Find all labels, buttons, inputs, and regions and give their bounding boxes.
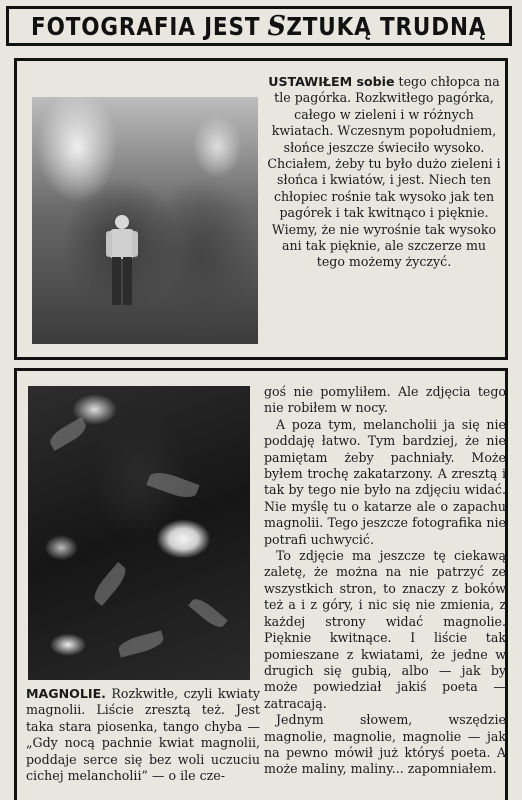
magnolia-column-text (264, 384, 506, 778)
leaf-shape (117, 630, 166, 657)
magnolia-paragraph-4: Jednym słowem, wszędzie magnolie, magnolie, magnolie — jak na pewno mówił już któryś poeta. A może maliny, maliny... zapomniałem. (264, 712, 506, 777)
magnolia-caption-body: Rozkwitłe, czyli kwiaty magnolii. Liście zresztą też. Jest taka stara piosenka, tango chyba — „Gdy nocą pachnie kwiat magnolii, poddaje serce się bez woli uczuciu cichej melancholii” — o ile cze- (26, 686, 260, 784)
page-title (31, 11, 486, 42)
article-boy-text (266, 74, 502, 271)
header-box (6, 6, 512, 46)
article-boy-body: tego chłopca na tle pagórka. Rozkwitłego pagórka, całego w zieleni i w różnych kwiatach. Wczesnym popołudniem, słońce jeszcze świeciło wysoko. Chciałem, żeby tu było dużo zieleni i słońca i kwiatów, i jest. Niech ten chłopiec rośnie tak wysoko jak ten pagórek i tak kwitnąco i pięknie. Wiemy, że nie wyrośnie tak wysoko ani tak pięknie, ale szczerze mu tego możemy życzyć. (267, 74, 501, 270)
title-part-2: ZTUKĄ TRUDNĄ (286, 11, 487, 41)
magnolia-lead: MAGNOLIE. (26, 686, 106, 701)
leaf-shape (146, 468, 199, 502)
leaf-shape (47, 417, 90, 451)
magnolia-paragraph-2: A poza tym, melancholii ja się nie poddaję łatwo. Tym bardziej, że nie pamiętam żeby pachniały. Może byłem trochę zakatarzony. A zresztą i tak by tego nie było na zdjęciu widać. Nie myślę tu o katarze ale o zapachu magnolii. Tego jeszcze fotografika nie potrafi uchwycić. (264, 416, 506, 547)
magnolia-caption (26, 686, 260, 784)
leaf-shape (90, 562, 131, 606)
title-part-1: FOTOGRAFIA JEST (31, 11, 270, 41)
title-logo-s: S (268, 10, 288, 42)
boy-figure-icon (104, 213, 140, 309)
magnolia-paragraph-3: To zdjęcie ma jeszcze tę ciekawą zaletę, że można na nie patrzyć ze wszystkich stron, to znaczy z boków też a i z góry, i nic się nie zmienia, z każdej strony widać magnolie. Pięknie kwitnące. I liście tak pomieszane z kwiatami, że jedne w drugich się gubią, albo — jak by może powiedział jakiś poeta — zatracają. (264, 548, 506, 711)
photo-boy-on-hill (32, 97, 258, 344)
article-boy-lead: USTAWIŁEM sobie (268, 74, 395, 89)
magnolia-paragraph-1: goś nie pomyliłem. Ale zdjęcia tego nie robiłem w nocy. (264, 384, 506, 416)
leaf-shape (188, 595, 228, 631)
photo-magnolias (28, 386, 250, 680)
